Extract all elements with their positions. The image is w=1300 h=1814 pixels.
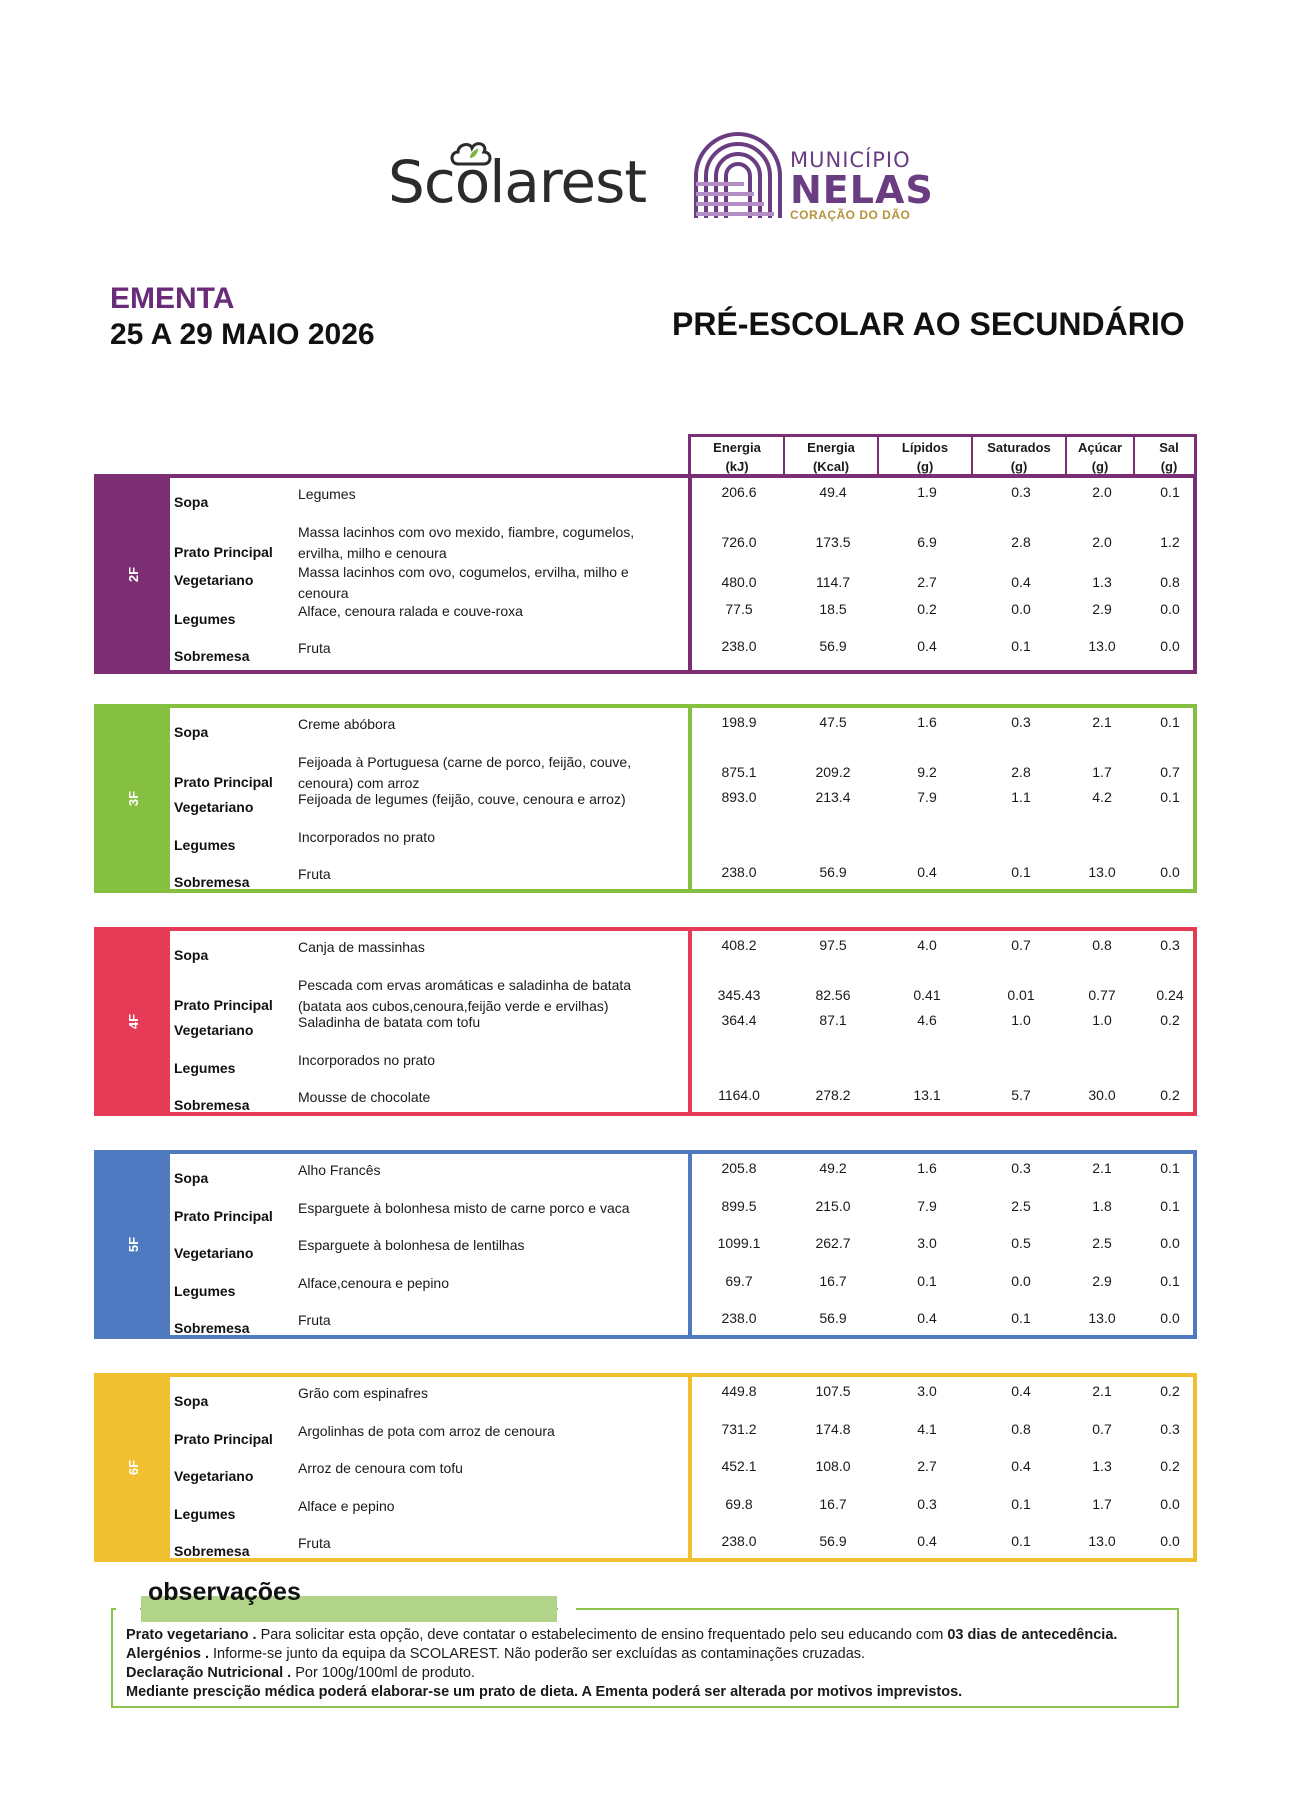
day-block xyxy=(94,474,1197,674)
column-unit: (g) xyxy=(1091,459,1109,474)
nutrition-value: 107.5 xyxy=(815,1383,851,1399)
nelas-label: NELAS xyxy=(790,168,934,212)
menu-dish: Massa lacinhos com ovo mexido, fiambre, cogumelos, ervilha, milho e cenoura xyxy=(298,524,635,561)
school-level-title: PRÉ-ESCOLAR AO SECUNDÁRIO xyxy=(672,306,1185,342)
nutrition-value: 893.0 xyxy=(721,789,757,805)
day-label-text: 5F xyxy=(126,1236,142,1253)
nutrition-value: 262.7 xyxy=(815,1235,851,1251)
nutrition-value: 1.1 xyxy=(1011,789,1031,805)
observations-title: observações xyxy=(148,1578,301,1606)
nutrition-value: 345.43 xyxy=(717,987,761,1003)
nutrition-column-header xyxy=(879,437,973,474)
nutrition-value: 0.0 xyxy=(1160,864,1180,880)
nutrition-header xyxy=(688,434,1197,474)
nelas-wordmark xyxy=(790,148,934,222)
menu-dish: Fruta xyxy=(298,866,331,882)
nutrition-column-header xyxy=(973,437,1067,474)
nutrition-value: 0.0 xyxy=(1160,601,1180,617)
menu-dish: Incorporados no prato xyxy=(298,829,435,845)
nutrition-value: 0.1 xyxy=(1011,638,1031,654)
menu-category: Legumes xyxy=(174,1506,236,1522)
nutrition-value: 2.9 xyxy=(1092,1273,1112,1289)
nutrition-value: 1.2 xyxy=(1160,534,1180,550)
nutrition-value: 1099.1 xyxy=(717,1235,761,1251)
menu-category: Sopa xyxy=(174,1170,209,1186)
day-label xyxy=(98,931,170,1112)
nutrition-value: 0.1 xyxy=(1160,484,1180,500)
nutrition-value: 0.3 xyxy=(917,1496,937,1512)
day-label-text: 6F xyxy=(126,1459,142,1476)
nutrition-column-header xyxy=(1135,437,1203,474)
menu-dish: Alface e pepino xyxy=(298,1498,395,1514)
nutrition-value: 47.5 xyxy=(819,714,847,730)
nutrition-value: 2.0 xyxy=(1092,534,1112,550)
nutrition-value: 49.2 xyxy=(819,1160,847,1176)
menu-category: Sopa xyxy=(174,947,209,963)
nutrition-value: 16.7 xyxy=(819,1496,847,1512)
nutrition-value: 2.7 xyxy=(917,574,937,590)
day-block xyxy=(94,1150,1197,1339)
nutrition-value: 1.6 xyxy=(917,1160,937,1176)
nutrition-value: 238.0 xyxy=(721,1310,757,1326)
nutrition-value: 174.8 xyxy=(815,1421,851,1437)
nutrition-value: 0.4 xyxy=(1011,1458,1031,1474)
menu-category: Prato Principal xyxy=(174,1208,273,1224)
nutrition-value: 0.2 xyxy=(1160,1383,1180,1399)
column-label: Açúcar xyxy=(1077,440,1123,455)
nutrition-value: 0.8 xyxy=(1092,937,1112,953)
nutrition-value: 69.8 xyxy=(725,1496,753,1512)
menu-category: Sopa xyxy=(174,724,209,740)
nutrition-value: 1.7 xyxy=(1092,1496,1112,1512)
menu-category: Sobremesa xyxy=(174,874,250,890)
nutrition-value: 875.1 xyxy=(721,764,757,780)
nutrition-value: 87.1 xyxy=(819,1012,847,1028)
nutrition-value: 1.8 xyxy=(1092,1198,1112,1214)
menu-category: Vegetariano xyxy=(174,1468,254,1484)
menu-dish: Pescada com ervas aromáticas e saladinha de batata (batata aos cubos,cenoura,feijão verde e ervilhas) xyxy=(298,977,632,1014)
menu-dish: Grão com espinafres xyxy=(298,1385,428,1401)
nutrition-value: 18.5 xyxy=(819,601,847,617)
menu-dish: Feijoada de legumes (feijão, couve, cenoura e arroz) xyxy=(298,791,626,807)
nutrition-value: 69.7 xyxy=(725,1273,753,1289)
day-label xyxy=(98,708,170,889)
nutrition-value: 0.1 xyxy=(917,1273,937,1289)
observations-box xyxy=(111,1608,1179,1708)
nutrition-value: 731.2 xyxy=(721,1421,757,1437)
menu-category: Sobremesa xyxy=(174,1097,250,1113)
menu-dish: Fruta xyxy=(298,1312,331,1328)
nutrition-value: 5.7 xyxy=(1011,1087,1031,1103)
nutrition-value: 82.56 xyxy=(815,987,851,1003)
menu-dish: Canja de massinhas xyxy=(298,939,425,955)
column-label: Lípidos xyxy=(901,440,949,455)
diet-note: Mediante prescição médica poderá elaborar-se um prato de dieta. A Ementa poderá ser alterada por motivos imprevistos. xyxy=(126,1684,963,1700)
nutrition-value: 0.8 xyxy=(1011,1421,1031,1437)
nutrition-value: 13.0 xyxy=(1088,864,1116,880)
nutrition-column-header xyxy=(785,437,879,474)
nutrition-value: 108.0 xyxy=(815,1458,851,1474)
nutrition-value: 2.7 xyxy=(917,1458,937,1474)
ementa-title: EMENTA xyxy=(110,282,235,315)
nutrition-value: 56.9 xyxy=(819,638,847,654)
nutrition-value: 0.0 xyxy=(1160,1310,1180,1326)
day-label-text: 3F xyxy=(126,790,142,807)
nutrition-value: 13.1 xyxy=(913,1087,941,1103)
nutrition-value: 2.1 xyxy=(1092,1160,1112,1176)
nutrition-value: 77.5 xyxy=(725,601,753,617)
column-label: Energia xyxy=(807,440,855,455)
nutrition-value: 1.0 xyxy=(1092,1012,1112,1028)
nutrition-value: 408.2 xyxy=(721,937,757,953)
nutrition-value: 0.3 xyxy=(1011,714,1031,730)
menu-category: Sobremesa xyxy=(174,1320,250,1336)
nutrition-value: 0.2 xyxy=(1160,1087,1180,1103)
nutrition-value: 2.1 xyxy=(1092,1383,1112,1399)
nutrition-value: 1.3 xyxy=(1092,1458,1112,1474)
menu-dish: Alface, cenoura ralada e couve-roxa xyxy=(298,603,523,619)
nutrition-value: 0.8 xyxy=(1160,574,1180,590)
nutrition-value: 1.6 xyxy=(917,714,937,730)
column-label: Sal xyxy=(1159,440,1179,455)
nutrition-value: 0.77 xyxy=(1088,987,1116,1003)
nutrition-value: 0.3 xyxy=(1011,484,1031,500)
nutrition-value: 49.4 xyxy=(819,484,847,500)
menu-category: Prato Principal xyxy=(174,544,273,560)
menu-category: Sobremesa xyxy=(174,1543,250,1559)
menu-category: Sobremesa xyxy=(174,648,250,664)
nutrition-value: 1.9 xyxy=(917,484,937,500)
menu-category: Prato Principal xyxy=(174,997,273,1013)
menu-category: Prato Principal xyxy=(174,774,273,790)
menu-category: Vegetariano xyxy=(174,572,254,588)
observations-gap-left xyxy=(116,1600,140,1612)
nutrition-column-header xyxy=(1067,437,1135,474)
nutrition-value: 0.0 xyxy=(1160,1533,1180,1549)
nutrition-value: 56.9 xyxy=(819,1310,847,1326)
nutrition-value: 0.0 xyxy=(1011,601,1031,617)
day-label-text: 4F xyxy=(126,1013,142,1030)
nutrition-value: 364.4 xyxy=(721,1012,757,1028)
nutrition-value: 0.0 xyxy=(1160,638,1180,654)
nutrition-value: 0.0 xyxy=(1011,1273,1031,1289)
nutrition-value: 213.4 xyxy=(815,789,851,805)
veg-note: Prato vegetariano . Para solicitar esta opção, deve contatar o estabelecimento de ensino frequentado pelo seu educando com 03 dias de antecedência. xyxy=(126,1627,1118,1643)
menu-dish: Incorporados no prato xyxy=(298,1052,435,1068)
nutrition-value: 1.0 xyxy=(1011,1012,1031,1028)
nutrition-value: 0.3 xyxy=(1160,1421,1180,1437)
nutrition-value: 480.0 xyxy=(721,574,757,590)
menu-dish: Creme abóbora xyxy=(298,716,396,732)
nutrition-value: 2.5 xyxy=(1092,1235,1112,1251)
column-unit: (kJ) xyxy=(725,459,749,474)
nutrition-value: 16.7 xyxy=(819,1273,847,1289)
nutrition-value: 0.1 xyxy=(1160,1198,1180,1214)
column-label: Saturados xyxy=(987,440,1051,455)
column-unit: (Kcal) xyxy=(812,459,850,474)
nutrition-value: 0.1 xyxy=(1011,1310,1031,1326)
column-unit: (g) xyxy=(916,459,934,474)
day-label xyxy=(98,478,170,670)
allergen-note: Alergénios . Informe-se junto da equipa da SCOLAREST. Não poderão ser excluídas as contaminações cruzadas. xyxy=(126,1646,866,1662)
menu-dish: Mousse de chocolate xyxy=(298,1089,431,1105)
nutrition-value: 0.24 xyxy=(1156,987,1184,1003)
nutrition-value: 0.1 xyxy=(1160,714,1180,730)
menu-dish: Massa lacinhos com ovo, cogumelos, ervilha, milho e cenoura xyxy=(298,564,629,601)
nutrition-value: 13.0 xyxy=(1088,1533,1116,1549)
logo-bar xyxy=(0,118,1300,228)
nutrition-value: 0.1 xyxy=(1011,864,1031,880)
menu-dish: Esparguete à bolonhesa misto de carne porco e vaca xyxy=(298,1200,630,1216)
nutrition-value: 0.1 xyxy=(1011,1533,1031,1549)
nelas-tagline: CORAÇÃO DO DÃO xyxy=(790,208,911,222)
nutrition-value: 30.0 xyxy=(1088,1087,1116,1103)
nutrition-value: 97.5 xyxy=(819,937,847,953)
nutrition-value: 2.1 xyxy=(1092,714,1112,730)
menu-category: Prato Principal xyxy=(174,1431,273,1447)
nutrition-value: 4.1 xyxy=(917,1421,937,1437)
nutrition-value: 3.0 xyxy=(917,1235,937,1251)
nutrition-value: 13.0 xyxy=(1088,638,1116,654)
nutrition-value: 0.7 xyxy=(1011,937,1031,953)
menu-category: Legumes xyxy=(174,1060,236,1076)
day-label xyxy=(98,1154,170,1335)
menu-category: Legumes xyxy=(174,611,236,627)
nutrition-value: 0.2 xyxy=(1160,1012,1180,1028)
nutrition-value: 205.8 xyxy=(721,1160,757,1176)
menu-dish: Legumes xyxy=(298,486,356,502)
nelas-emblem-icon xyxy=(690,128,786,224)
nutrition-value: 56.9 xyxy=(819,1533,847,1549)
menu-dish: Argolinhas de pota com arroz de cenoura xyxy=(298,1423,555,1439)
nutrition-value: 2.0 xyxy=(1092,484,1112,500)
menu-category: Vegetariano xyxy=(174,1245,254,1261)
municipio-label: MUNICÍPIO xyxy=(790,148,911,172)
observations-gap-right xyxy=(558,1600,576,1612)
nutrition-value: 4.0 xyxy=(917,937,937,953)
nutrition-value: 198.9 xyxy=(721,714,757,730)
menu-category: Sopa xyxy=(174,494,209,510)
nutrition-value: 278.2 xyxy=(815,1087,851,1103)
nutrition-value: 3.0 xyxy=(917,1383,937,1399)
nutrition-value: 0.4 xyxy=(917,1533,937,1549)
menu-category: Vegetariano xyxy=(174,799,254,815)
nutrition-value: 7.9 xyxy=(917,1198,937,1214)
nutrition-value: 0.2 xyxy=(1160,1458,1180,1474)
menu-category: Sopa xyxy=(174,1393,209,1409)
nutrition-value: 238.0 xyxy=(721,1533,757,1549)
nutrition-value: 449.8 xyxy=(721,1383,757,1399)
menu-dish: Fruta xyxy=(298,1535,331,1551)
nutrition-value: 238.0 xyxy=(721,864,757,880)
nutrition-value: 0.7 xyxy=(1160,764,1180,780)
menu-dish: Alface,cenoura e pepino xyxy=(298,1275,449,1291)
menu-dish: Saladinha de batata com tofu xyxy=(298,1014,481,1030)
nutrition-value: 0.7 xyxy=(1092,1421,1112,1437)
menu-dish: Esparguete à bolonhesa de lentilhas xyxy=(298,1237,525,1253)
column-label: Energia xyxy=(713,440,761,455)
nutrition-value: 2.9 xyxy=(1092,601,1112,617)
nutrition-value: 1164.0 xyxy=(718,1087,760,1103)
nutrition-value: 0.0 xyxy=(1160,1496,1180,1512)
nutrition-value: 0.4 xyxy=(917,638,937,654)
nutrition-value: 1.7 xyxy=(1092,764,1112,780)
nutrition-column-header xyxy=(691,437,785,474)
nutrition-value: 56.9 xyxy=(819,864,847,880)
nutrition-note: Declaração Nutricional . Por 100g/100ml de produto. xyxy=(126,1665,475,1681)
menu-dish: Arroz de cenoura com tofu xyxy=(298,1460,463,1476)
nutrition-value: 899.5 xyxy=(721,1198,757,1214)
menu-category: Legumes xyxy=(174,1283,236,1299)
menu-dish: Alho Francês xyxy=(298,1162,381,1178)
day-label xyxy=(98,1377,170,1558)
nutrition-value: 0.4 xyxy=(917,1310,937,1326)
nutrition-value: 7.9 xyxy=(917,789,937,805)
nutrition-value: 2.8 xyxy=(1011,764,1031,780)
nutrition-value: 209.2 xyxy=(815,764,851,780)
nutrition-value: 0.01 xyxy=(1007,987,1035,1003)
nutrition-value: 13.0 xyxy=(1088,1310,1116,1326)
nutrition-value: 1.3 xyxy=(1092,574,1112,590)
nutrition-value: 4.6 xyxy=(917,1012,937,1028)
nutrition-value: 0.4 xyxy=(917,864,937,880)
nutrition-value: 173.5 xyxy=(815,534,851,550)
nutrition-value: 0.1 xyxy=(1160,1160,1180,1176)
nutrition-value: 0.5 xyxy=(1011,1235,1031,1251)
nutrition-value: 452.1 xyxy=(721,1458,757,1474)
menu-category: Vegetariano xyxy=(174,1022,254,1038)
nutrition-value: 0.4 xyxy=(1011,1383,1031,1399)
nutrition-value: 0.2 xyxy=(917,601,937,617)
day-label-text: 2F xyxy=(126,566,142,582)
day-block xyxy=(94,927,1197,1116)
menu-category: Legumes xyxy=(174,837,236,853)
day-block xyxy=(94,1373,1197,1562)
nutrition-value: 0.1 xyxy=(1160,789,1180,805)
menu-dish: Feijoada à Portuguesa (carne de porco, feijão, couve, cenoura) com arroz xyxy=(298,754,632,791)
scolarest-logo: Scolarest xyxy=(388,148,647,216)
menu-dish: Fruta xyxy=(298,640,331,656)
nutrition-value: 114.7 xyxy=(816,574,850,590)
nutrition-value: 0.4 xyxy=(1011,574,1031,590)
nutrition-value: 9.2 xyxy=(917,764,937,780)
nutrition-value: 2.5 xyxy=(1011,1198,1031,1214)
nutrition-value: 0.1 xyxy=(1011,1496,1031,1512)
nutrition-value: 4.2 xyxy=(1092,789,1112,805)
nutrition-value: 238.0 xyxy=(721,638,757,654)
nutrition-value: 0.3 xyxy=(1160,937,1180,953)
day-block xyxy=(94,704,1197,893)
nutrition-value: 206.6 xyxy=(721,484,757,500)
nutrition-value: 0.3 xyxy=(1011,1160,1031,1176)
nutrition-value: 0.41 xyxy=(913,987,941,1003)
nutrition-value: 726.0 xyxy=(721,534,757,550)
column-unit: (g) xyxy=(1160,459,1178,474)
nutrition-value: 0.0 xyxy=(1160,1235,1180,1251)
nutrition-value: 0.1 xyxy=(1160,1273,1180,1289)
nutrition-value: 215.0 xyxy=(815,1198,851,1214)
nutrition-value: 6.9 xyxy=(917,534,937,550)
nutrition-value: 2.8 xyxy=(1011,534,1031,550)
column-unit: (g) xyxy=(1010,459,1028,474)
date-range: 25 A 29 MAIO 2026 xyxy=(110,318,375,351)
